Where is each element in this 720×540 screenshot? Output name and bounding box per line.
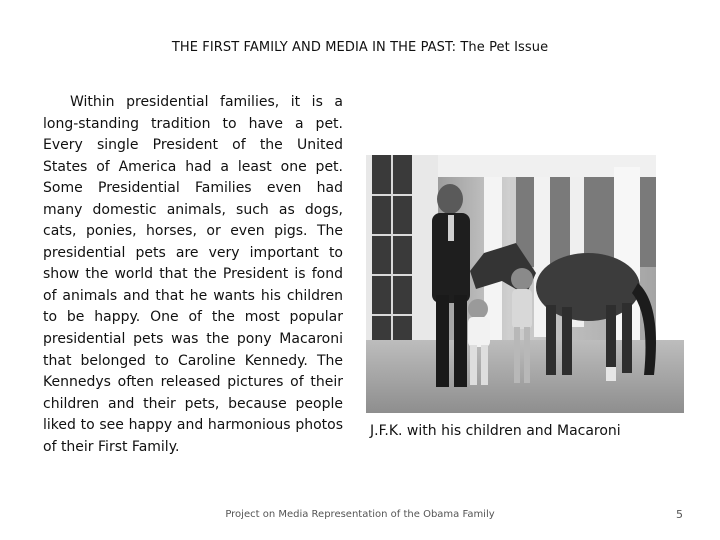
footer-text: Project on Media Representation of the Obama Family <box>225 509 495 520</box>
photo-caption: J.F.K. with his children and Macaroni <box>370 423 621 439</box>
page-number: 5 <box>676 508 683 521</box>
body-paragraph: Within presidential families, it is a long-standing tradition to have a pet. Every single President of the United States of America had a least one pet. Some Presidential Families even had many domestic animals, such as dogs, cats, ponies, horses, or even pigs. The presidential pets are very important to show the world that the President is fond of animals and that he wants his children to be happy. One of the most popular presidential pets was the pony Macaroni that belonged to Caroline Kennedy. The Kennedys often released pictures of their children and their pets, because people liked to see happy and harmonious photos of their First Family. <box>43 94 343 455</box>
kennedy-pony-photo <box>366 155 684 413</box>
slide-title: THE FIRST FAMILY AND MEDIA IN THE PAST: The Pet Issue <box>171 40 549 55</box>
